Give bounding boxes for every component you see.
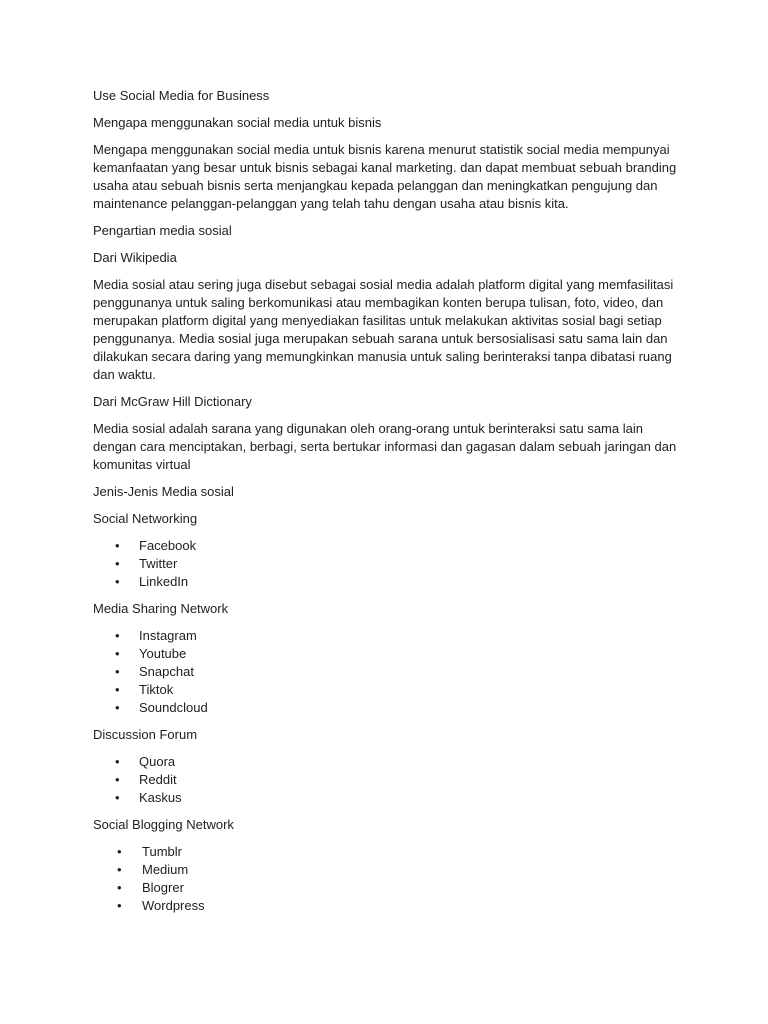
bullet-list-discussion-forum bbox=[93, 753, 683, 807]
bullet-icon: • bbox=[115, 754, 120, 769]
bullet-icon: • bbox=[115, 628, 120, 643]
list-item-label: Tiktok bbox=[139, 682, 174, 697]
list-item bbox=[93, 843, 683, 861]
section-heading-types: Jenis-Jenis Media sosial bbox=[93, 484, 234, 499]
bullet-icon: • bbox=[115, 790, 120, 805]
list-item bbox=[93, 537, 683, 555]
list-item bbox=[93, 699, 683, 717]
list-item-label: Wordpress bbox=[142, 898, 205, 913]
section-heading-definition: Pengartian media sosial bbox=[93, 223, 232, 238]
list-item-label: Reddit bbox=[139, 772, 177, 787]
list-item bbox=[93, 645, 683, 663]
list-item-label: Quora bbox=[139, 754, 176, 769]
list-item bbox=[93, 789, 683, 807]
bullet-icon: • bbox=[115, 646, 120, 661]
bullet-icon: • bbox=[115, 538, 120, 553]
list-item bbox=[93, 897, 683, 915]
list-item-label: Youtube bbox=[139, 646, 187, 661]
list-item-label: Medium bbox=[142, 862, 189, 877]
list-item bbox=[93, 771, 683, 789]
list-item bbox=[93, 663, 683, 681]
bullet-icon: • bbox=[115, 682, 120, 697]
list-item-label: Kaskus bbox=[139, 790, 182, 805]
section-heading-why: Mengapa menggunakan social media untuk bisnis bbox=[93, 115, 382, 130]
bullet-icon: • bbox=[115, 772, 120, 787]
intro-paragraph: Mengapa menggunakan social media untuk bisnis karena menurut statistik social media mempunyai kemanfaatan yang besar untuk bisnis sebagai kanal marketing. dan dapat membuat sebuah branding usaha atau sebuah bisnis serta menjangkau kepada pelanggan dan meningkatkan pengujung dan maintenance pelanggan-pelanggan yang telah tahu dengan usaha atau bisnis kita. bbox=[93, 142, 677, 211]
bullet-icon: • bbox=[117, 862, 122, 877]
list-item bbox=[93, 879, 683, 897]
wikipedia-definition-paragraph: Media sosial atau sering juga disebut sebagai sosial media adalah platform digital yang memfasilitasi penggunanya untuk saling berkomunikasi atau membagikan konten berupa tulisan, foto, video, dan merupakan platform digital yang menyediakan fasilitas untuk melakukan aktivitas sosial bagi setiap penggunanya. Media sosial juga merupakan sebuah sarana untuk bersosialisasi satu sama lain dan dilakukan secara daring yang memungkinkan manusia untuk saling berinteraksi tanpa dibatasi ruang dan waktu. bbox=[93, 277, 674, 382]
list-item-label: Twitter bbox=[139, 556, 178, 571]
list-item bbox=[93, 573, 683, 591]
list-item-label: Instagram bbox=[139, 628, 197, 643]
category-heading-media-sharing-network: Media Sharing Network bbox=[93, 601, 229, 616]
bullet-list-social-networking bbox=[93, 537, 683, 591]
list-item bbox=[93, 861, 683, 879]
bullet-icon: • bbox=[117, 898, 122, 913]
list-item bbox=[93, 627, 683, 645]
list-item-label: Facebook bbox=[139, 538, 197, 553]
list-item-label: LinkedIn bbox=[139, 574, 189, 589]
bullet-icon: • bbox=[115, 700, 120, 715]
list-item-label: Tumblr bbox=[142, 844, 182, 859]
bullet-icon: • bbox=[117, 844, 122, 859]
source-label-wikipedia: Dari Wikipedia bbox=[93, 250, 177, 265]
document-body bbox=[93, 87, 683, 924]
document-title: Use Social Media for Business bbox=[93, 88, 270, 103]
bullet-icon: • bbox=[115, 664, 120, 679]
category-heading-social-networking: Social Networking bbox=[93, 511, 198, 526]
bullet-icon: • bbox=[117, 880, 122, 895]
list-item-label: Snapchat bbox=[139, 664, 194, 679]
bullet-list-social-blogging-network bbox=[93, 843, 683, 915]
list-item-label: Soundcloud bbox=[139, 700, 208, 715]
mcgraw-hill-definition-paragraph: Media sosial adalah sarana yang digunakan oleh orang-orang untuk berinteraksi satu sama lain dengan cara menciptakan, berbagi, serta bertukar informasi dan gagasan dalam sebuah jaringan dan komunitas virtual bbox=[93, 421, 677, 472]
category-heading-discussion-forum: Discussion Forum bbox=[93, 727, 198, 742]
list-item bbox=[93, 753, 683, 771]
bullet-icon: • bbox=[115, 556, 120, 571]
bullet-list-media-sharing-network bbox=[93, 627, 683, 717]
category-heading-social-blogging-network: Social Blogging Network bbox=[93, 817, 234, 832]
list-item-label: Blogrer bbox=[142, 880, 184, 895]
list-item bbox=[93, 555, 683, 573]
bullet-icon: • bbox=[115, 574, 120, 589]
source-label-mcgraw-hill: Dari McGraw Hill Dictionary bbox=[93, 394, 252, 409]
list-item bbox=[93, 681, 683, 699]
